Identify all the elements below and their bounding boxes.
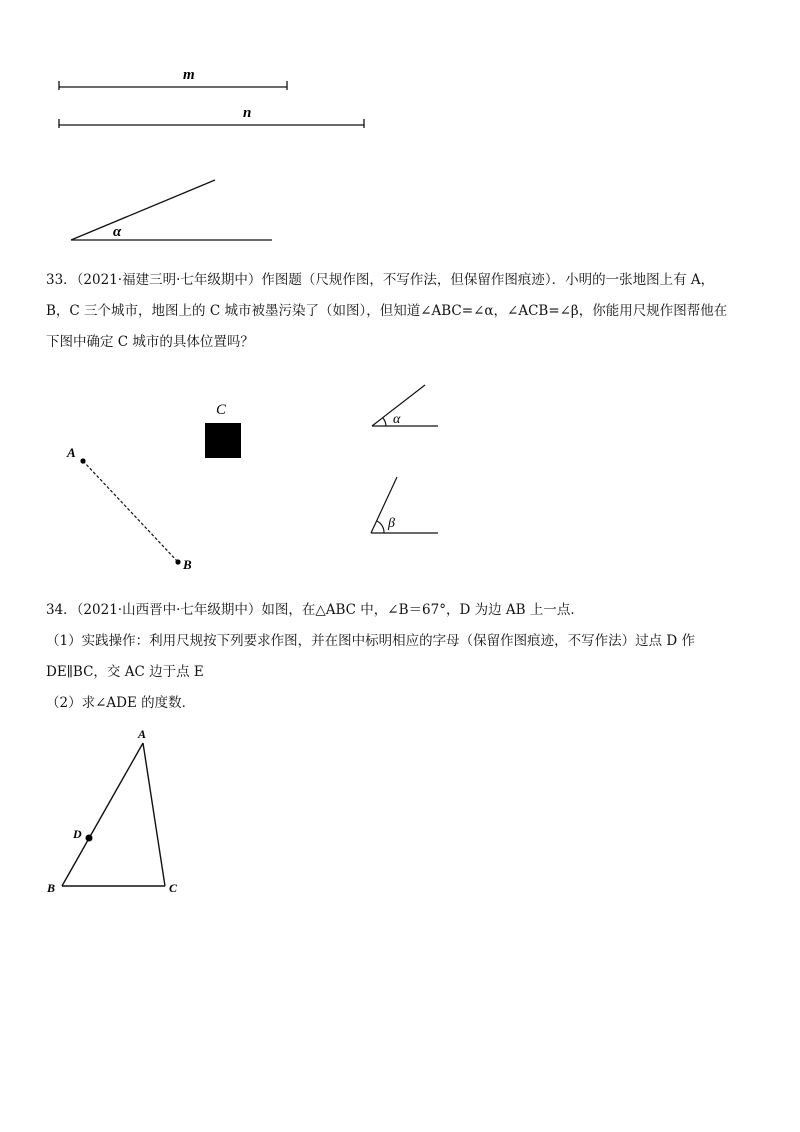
segment-m	[59, 81, 287, 90]
angle-beta	[371, 477, 438, 533]
angle-beta-label: β	[388, 516, 395, 531]
question-33-line-3: 下图中确定 C 城市的具体位置吗？	[46, 334, 254, 350]
point-a	[80, 458, 85, 463]
question-34-line-2: （1）实践操作：利用尺规按下列要求作图，并在图中标明相应的字母（保留作图痕迹，不写作法）过点 D 作	[46, 633, 695, 649]
angle-alpha-small-label: α	[393, 412, 401, 427]
question-34-line-1: 34．（2021·山西晋中·七年级期中）如图，在△ABC 中，∠B＝67°，D 为边 AB 上一点．	[46, 602, 584, 618]
city-b-label: B	[183, 557, 192, 572]
point-d-label: D	[73, 827, 82, 841]
question-34-line-4: （2）求∠ADE 的度数．	[46, 695, 196, 711]
city-a-label: A	[67, 445, 76, 460]
city-c-label: C	[216, 402, 227, 418]
segment-m-label: m	[183, 67, 195, 83]
segment-ab-dashed	[83, 461, 178, 562]
segment-n	[59, 119, 364, 128]
vertex-b-label: B	[47, 881, 56, 895]
triangle-abc	[62, 743, 165, 886]
point-d	[86, 835, 93, 842]
ink-stain-c	[205, 423, 241, 458]
question-33-line-2: B，C 三个城市，地图上的 C 城市被墨污染了（如图），但知道∠ABC=∠α，∠ACB=∠β，你能用尺规作图帮他在	[46, 303, 728, 319]
angle-alpha	[71, 180, 272, 240]
segment-n-label: n	[243, 105, 252, 121]
angle-alpha-small	[372, 385, 438, 426]
vertex-a-label: A	[138, 727, 147, 741]
vertex-c-label: C	[169, 881, 178, 895]
angle-alpha-label: α	[113, 224, 122, 240]
question-33-line-1: 33．（2021·福建三明·七年级期中）作图题（尺规作图，不写作法，但保留作图痕迹）．小明的一张地图上有 A，	[46, 272, 715, 288]
point-b	[175, 559, 180, 564]
question-34-line-3: DE∥BC，交 AC 边于点 E	[46, 664, 204, 680]
